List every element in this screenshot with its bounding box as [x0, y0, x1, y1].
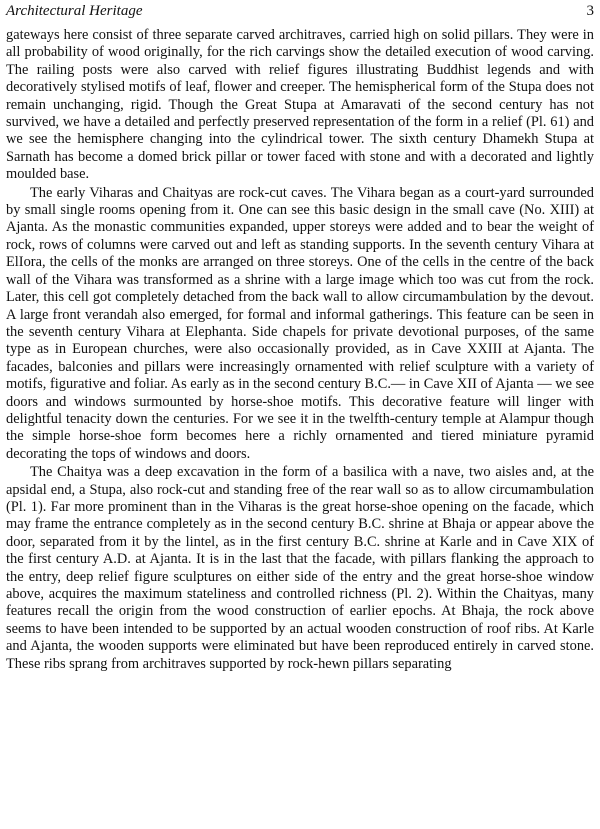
- paragraph-chaitya: The Chaitya was a deep excavation in the form of a basilica with a nave, two aisles and, at the apsidal end, a Stupa, also rock-cut and standing free of the rear wall so as to allow circumambulation (Pl. 1). Far more prominent than in the Viharas is the great horse-shoe opening on the facade, which may frame the entrance completely as in the second century B.C. shrine at Bhaja or appear above the door, separated from it by the lintel, as in the first century B.C. shrine at Karle and in Cave XIX of the first century A.D. at Ajanta. It is in the last that the facade, with pillars flanking the approach to the entry, deep relief figure sculptures on either side of the entry and the great horse-shoe window above, acquires the maximum stateliness and controlled richness (Pl. 2). Within the Chaityas, many features recall the origin from the wood construction of earlier epochs. At Bhaja, the rock above seems to have been intended to be supported by an actual wooden construction of roof ribs. At Karle and Ajanta, the wooden supports were eliminated but have been reproduced entirely in carved stone. These ribs sprang from architraves supported by rock-hewn pillars separating: [6, 464, 594, 672]
- paragraph-viharas-chaityas: The early Viharas and Chaityas are rock-cut caves. The Vihara began as a court-yard surrounded by small single rooms opening from it. One can see this basic design in the small cave (No. XIII) at Ajanta. As the monastic communities expanded, upper storeys were added and to bear the weight of rock, rows of columns were carved out and left as standing supports. In the seventh century Vihara at ElIora, the cells of the monks are arranged on three storeys. One of the cells in the centre of the back wall of the Vihara was transformed as a shrine with a large image which too was cut from the rock. Later, this cell got completely detached from the back wall to allow circumambulation by the devout. A large front verandah also emerged, for formal and informal gatherings. This feature can be seen in the seventh century Vihara at Elephanta. Side chapels for private devotional purposes, of the same type as in European churches, were also occasionally provided, as in Cave XXIII at Ajanta. The facades, balconies and pillars were increasingly ornamented with relief sculpture with a variety of motifs, figurative and foliar. As early as in the second century B.C.— in Cave XII of Ajanta — we see doors and windows surmounted by horse-shoe motifs. This decorative feature will linger with delightful tenacity down the centuries. For we see it in the twelfth-century temple at Alampur though the simple horse-shoe form becomes here a richly ornamented and tiered miniature pyramid decorating the tops of windows and doors.: [6, 184, 594, 462]
- page-number: 3: [586, 3, 594, 19]
- paragraph-continued: gateways here consist of three separate carved architraves, carried high on solid pillars. They were in all probability of wood originally, for the rich carvings show the detailed execution of wood carving. The railing posts were also carved with relief figures illustrating Buddhist legends and with decoratively stylised motifs of leaf, flower and creeper. The hemispherical form of the Stupa does not remain unchanging, rigid. Though the Great Stupa at Amaravati of the second century has not survived, we have a detailed and perfectly preserved representation of the form in a relief (Pl. 61) and we see the hemisphere changing into the cylindrical tower. The sixth century Dhamekh Stupa at Sarnath has become a domed brick pillar or tower faced with stone and with a decorated and lightly moulded base.: [6, 27, 594, 183]
- running-header: [6, 3, 594, 27]
- running-title: Architectural Heritage: [6, 3, 143, 19]
- body-text: [6, 27, 594, 673]
